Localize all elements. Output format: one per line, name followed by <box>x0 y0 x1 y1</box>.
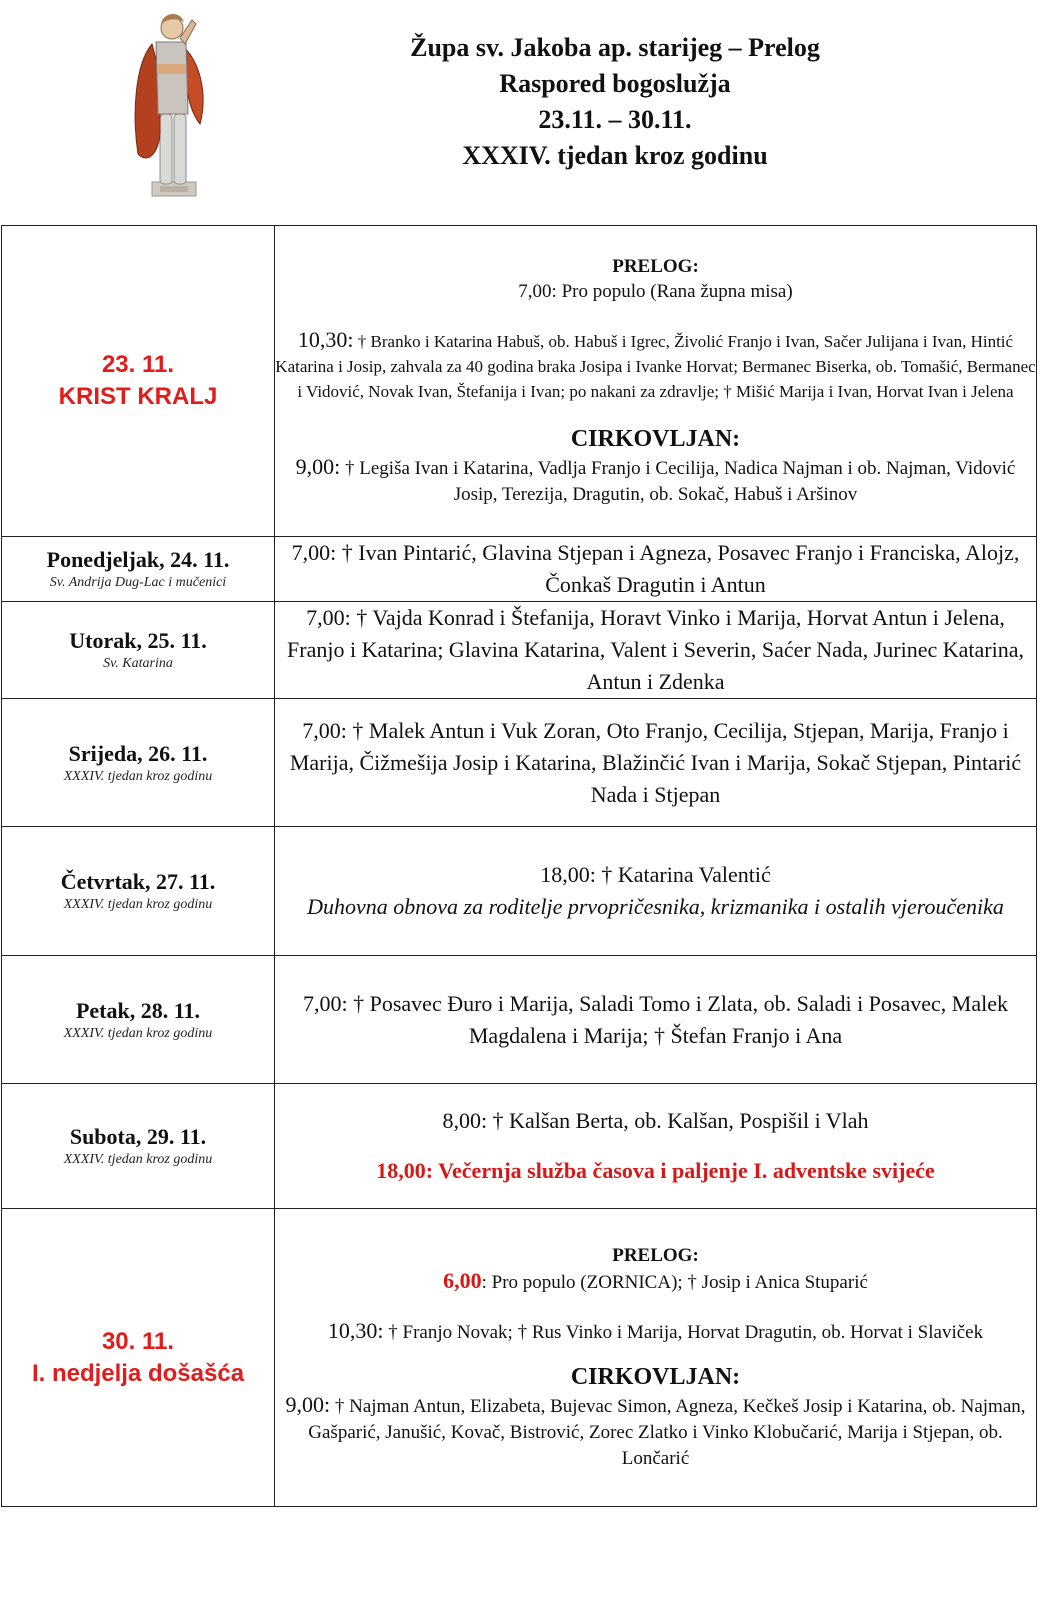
mass-entry: 10,30: † Branko i Katarina Habuš, ob. Habuš i Igrec, Živolić Franjo i Ivan, Sačer Julijana i Ivan, Hintić Katarina i Josip, zahvala za 40 godina braka Josipa i Ivanke Horvat; Bermanec Biserka, ob. Tomašić, Bermanec i Vidović, Novak Ivan, Štefanija i Ivan; po nakani za zdravlje; † Mišić Marija i Ivan, Horvat Ivan i Jelena <box>275 326 1036 401</box>
date-range: 23.11. – 30.11. <box>538 105 692 134</box>
day-name: Utorak, 25. 11. <box>69 628 207 653</box>
day-saint: Sv. Katarina <box>103 656 173 671</box>
day-name: Subota, 29. 11. <box>69 1124 207 1149</box>
day-saint: XXXIV. tjedan kroz godinu <box>63 768 213 784</box>
parish-title: Župa sv. Jakoba ap. starijeg – Prelog <box>410 33 820 62</box>
sunday-date: 30. 11. <box>101 1327 175 1355</box>
day-saint: XXXIV. tjedan kroz godinu <box>63 1152 213 1167</box>
day-cell <box>2 827 275 956</box>
mass-entry: 9,00: † Najman Antun, Elizabeta, Bujevac Simon, Agneza, Kečkeš Josip i Katarina, ob. Najman, Gašparić, Janušić, Kovač, Bistrović, Zorec Zlatko i Vinko Klobučarić, Marija i Stjepan, ob. Lončarić <box>285 1391 1026 1469</box>
table-row <box>2 699 1037 827</box>
mass-entry: 6,00: Pro populo (ZORNICA); † Josip i Anica Stuparić <box>443 1267 868 1293</box>
mass-entry: 7,00: † Posavec Đuro i Marija, Saladi Tomo i Zlata, ob. Saladi i Posavec, Malek Magdalena i Marija; † Štefan Franjo i Ana <box>275 956 1037 1084</box>
mass-entry: 18,00: † Katarina Valentić <box>540 862 771 887</box>
mass-entry: 7,00: † Ivan Pintarić, Glavina Stjepan i Agneza, Posavec Franjo i Franciska, Alojz, Čonkaš Dragutin i Antun <box>275 537 1037 602</box>
service-cell <box>275 827 1037 956</box>
schedule-title: Raspored bogoslužja <box>499 69 731 98</box>
table-row <box>2 537 1037 602</box>
day-name: Petak, 28. 11. <box>75 997 201 1023</box>
feast-name: I. nedjelja došašća <box>31 1359 245 1387</box>
table-row <box>2 827 1037 956</box>
day-cell <box>2 537 275 602</box>
feast-name: KRIST KRALJ <box>58 383 218 410</box>
service-cell <box>275 226 1037 537</box>
day-name: Ponedjeljak, 24. 11. <box>46 547 230 572</box>
service-cell <box>275 1084 1037 1209</box>
special-event: 18,00: Večernja služba časova i paljenje I. adventske svijeće <box>376 1158 935 1183</box>
day-cell <box>2 1209 275 1507</box>
sunday-date: 23. 11. <box>101 351 175 378</box>
day-saint: XXXIV. tjedan kroz godinu <box>63 1025 213 1041</box>
event-note: Duhovna obnova za roditelje prvopričesnika, krizmanika i ostalih vjeroučenika <box>307 894 1004 919</box>
day-cell <box>2 956 275 1084</box>
table-row <box>2 602 1037 699</box>
place-label: CIRKOVLJAN: <box>570 425 741 452</box>
header <box>0 0 1058 215</box>
saint-statue-image <box>130 4 214 199</box>
day-cell <box>2 699 275 827</box>
day-cell <box>2 1084 275 1209</box>
day-saint: Sv. Andrija Dug-Lac i mučenici <box>49 575 227 590</box>
week-title: XXXIV. tjedan kroz godinu <box>462 141 768 170</box>
place-label: CIRKOVLJAN: <box>570 1363 741 1390</box>
table-row <box>2 226 1037 537</box>
schedule-table <box>1 225 1037 1507</box>
header-titles <box>230 30 1000 174</box>
day-cell <box>2 602 275 699</box>
day-cell <box>2 226 275 537</box>
mass-entry: 7,00: † Malek Antun i Vuk Zoran, Oto Franjo, Cecilija, Stjepan, Marija, Franjo i Marija, Čižmešija Josip i Katarina, Blažinčić Ivan i Marija, Sokač Stjepan, Pintarić Nada i Stjepan <box>275 699 1037 827</box>
mass-entry: 9,00: † Legiša Ivan i Katarina, Vadlja Franjo i Cecilija, Nadica Najman i ob. Najman, Vidović Josip, Terezija, Dragutin, ob. Sokač, Habuš i Aršinov <box>295 453 1016 505</box>
day-name: Četvrtak, 27. 11. <box>60 869 216 894</box>
table-row <box>2 1084 1037 1209</box>
place-label: PRELOG: <box>612 1244 699 1266</box>
day-saint: XXXIV. tjedan kroz godinu <box>63 897 213 912</box>
table-row <box>2 1209 1037 1507</box>
mass-entry: 7,00: Pro populo (Rana župna misa) <box>518 280 793 302</box>
day-name: Srijeda, 26. 11. <box>68 740 208 766</box>
service-cell <box>275 1209 1037 1507</box>
mass-entry: 10,30: † Franjo Novak; † Rus Vinko i Marija, Horvat Dragutin, ob. Horvat i Slaviček <box>327 1317 984 1343</box>
mass-entry: 7,00: † Vajda Konrad i Štefanija, Horavt Vinko i Marija, Horvat Antun i Jelena, Franjo i Katarina; Glavina Katarina, Valent i Severin, Saćer Nada, Jurinec Katarina, Antun i Zdenka <box>275 602 1037 699</box>
mass-entry: 8,00: † Kalšan Berta, ob. Kalšan, Pospišil i Vlah <box>442 1108 869 1133</box>
table-row <box>2 956 1037 1084</box>
place-label: PRELOG: <box>612 255 699 277</box>
